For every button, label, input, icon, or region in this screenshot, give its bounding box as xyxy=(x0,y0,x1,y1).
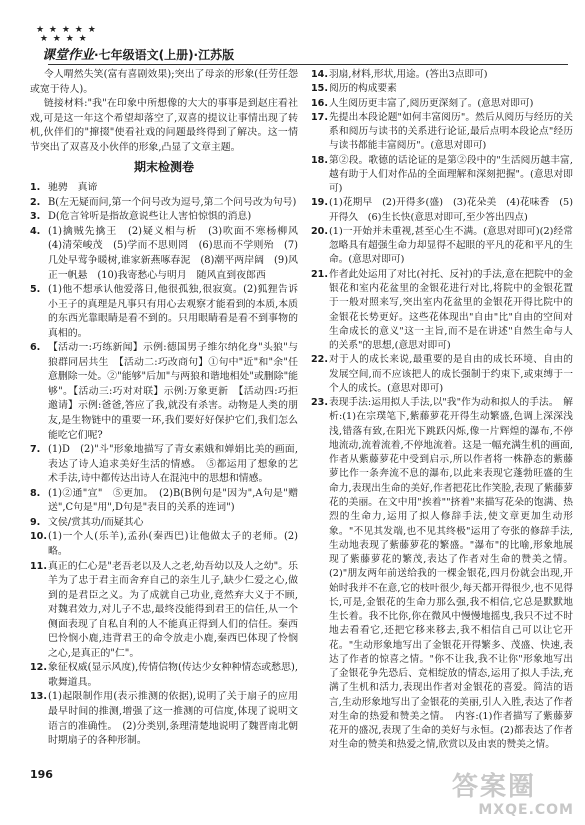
stars-decoration-icon: ★ ★ ★ ★ ★ ★ ★ ★ ★ xyxy=(36,25,97,44)
answer-number: 18. xyxy=(311,154,328,166)
answer-number: 20. xyxy=(311,225,328,237)
answer-item xyxy=(30,487,298,516)
answer-number: 7. xyxy=(30,444,41,456)
answer-item xyxy=(30,530,298,559)
answer-text: (1)D (2)"斗"形象地描写了青女素娥和婵娟比美的画面,表达了诗人追求美好生活的情感。 ⑤都运用了想象的艺术手法,诗中都传达出诗人在混沌中的思想和情感。 xyxy=(48,444,298,485)
answer-number: 21. xyxy=(311,268,328,280)
answer-number: 11. xyxy=(30,560,47,572)
answer-text: (1)擒贼先擒王 (2)疑义相与析 (3)吹面不寒杨柳风 (4)清荣峻茂 (5)学而不思则罔 (6)思而不学则殆 (7)几处早莺争暖树,谁家新燕啄春泥 (8)潮平两岸阔 (9)风正一帆悬 (10)我寄愁心与明月 随风直到夜郎西 xyxy=(48,225,308,281)
answer-number: 15. xyxy=(311,83,328,95)
answer-text: (1)花期早 (2)开得多(盛) (3)花朵美 (4)花味香 (5)开得久 (6)生长快(意思对即可,至少答出四点) xyxy=(329,197,573,223)
answer-item xyxy=(311,225,573,268)
answer-text: 文侯/赏其功/而疑其心 xyxy=(48,516,144,528)
answer-item xyxy=(311,68,573,82)
answer-text: 真正的仁心是"老吾老以及人之老,幼吾幼以及人之幼"。乐羊为了忠于君主而舍弃自己的亲生儿子,缺少仁爱之心,做到的是君臣之义。为了成就自己功业,竟然弃大义于不顾,对魏君效力,对儿子不忠,最终没能得到君王的信任,从一个侧面表现了自私自利的人不能真正得到人们的信任。秦西巴怜悯小鹿,违背君王的命令放走小鹿,秦西巴体现了怜悯之心,是真正的"仁"。 xyxy=(48,560,298,659)
answer-text: 第②段。歌德的话论证的是第②段中的"生活阅历越丰富,越有助于人们对作品的全面理解和深刻把握"。(意思对即可) xyxy=(329,154,573,195)
answer-number: 1. xyxy=(30,182,41,194)
answer-text: (1)②通"宣" ⑤更加。 (2)B(B例句是"因为",A句是"赠送",C句是"用",D句是"表目的关系的连词") xyxy=(48,487,298,514)
answer-number: 14. xyxy=(311,69,328,80)
answer-list-right xyxy=(311,68,573,753)
answer-text: 对于人的成长来说,最重要的是自由的成长环境、自由的发展空间,而不应该把人的成长强制于约束下,或束缚于一个人的成长。(意思对即可) xyxy=(329,354,573,394)
answer-item xyxy=(311,353,573,396)
answer-item xyxy=(30,181,298,196)
answer-number: 17. xyxy=(311,111,328,123)
answer-number: 5. xyxy=(30,284,41,296)
header-divider xyxy=(48,64,568,65)
answer-item xyxy=(311,154,573,197)
header-separator: · xyxy=(94,47,99,62)
answer-item xyxy=(311,82,573,96)
answer-number: 23. xyxy=(311,397,328,409)
answer-text: (1)他不想承认他爱落日,他很孤独,很寂寞。(2)狐狸告诉小王子的真理是凡事只有用心去观察才能看到的本质,本质的东西光靠眼睛是看不到的。只用眼睛看是看不到事物的真相的。 xyxy=(48,284,299,339)
answer-text: 阅历的构成要素 xyxy=(329,83,397,95)
answer-item xyxy=(311,196,573,225)
header-subtitle: 七年级语文(上册)·江苏版 xyxy=(98,47,235,62)
answer-number: 3. xyxy=(30,211,41,223)
answer-item xyxy=(311,97,573,111)
answer-item xyxy=(30,516,298,531)
answer-item xyxy=(30,661,298,690)
answer-text: (1)起限制作用(表示推测的依据),说明了关于扇子的应用最早时间的推测,增强了这一推测的可信度,体现了说明文语言的准确性。 (2)分类别,条理清楚地说明了魏晋南北朝时期扇子的各种形制。 xyxy=(48,691,298,747)
answer-number: 2. xyxy=(30,196,41,208)
watermark-text: 答案圈 xyxy=(452,772,537,802)
answer-list-left xyxy=(30,181,308,748)
answer-number: 22. xyxy=(311,354,328,366)
right-column xyxy=(311,68,573,753)
answer-text: D(危言耸听是指故意说些让人害怕惊惧的消息) xyxy=(48,211,252,223)
answer-number: 13. xyxy=(30,691,47,703)
left-column xyxy=(30,68,308,749)
header-brand: 课堂作业 xyxy=(42,47,95,63)
answer-number: 6. xyxy=(30,342,41,354)
answer-text: 象征权威(显示风度),传情信物(传达少女种种情态或愁思),歌舞道具。 xyxy=(48,662,298,688)
answer-item xyxy=(30,283,298,341)
answer-number: 10. xyxy=(30,531,47,543)
answer-text: 【活动一:巧练新闻】示例:德国男子维尔纳化身"头狼"与狼群同居共生 【活动二:巧改商句】①句中"近"和"余"任意删除一处。②"能够"后加"与两狼和谐地相处"或删除"能够"。【活动三:巧对对联】示例:万象更新 【活动四:巧拒邀请】示例:爸爸,答应了我,就没有杀害。动物是人类的朋友,是生物链中的重要一环,我们要好好保护它们,我们怎么能吃它们呢? xyxy=(48,342,298,441)
answer-text: 羽扇,材料,形状,用途。(答出3点即可) xyxy=(329,69,488,80)
answer-item xyxy=(30,560,298,662)
answer-text: 表现手法:运用拟人手法,以"我"作为动和拟人的手法。 解析:(1)在宗璞笔下,紫藤萝花开得生动繁盛,色调上深深浅浅,错落有致,在阳光下跳跃闪烁,像一片辉煌的瀑布,不停地流动,流着流着,不停地流着。这是一幅充满生机的画面,作者从紫藤萝花中受到启示,所以作者将一株静态的紫藤萝比作一条奔流不息的瀑布,以此来表现它蓬勃旺盛的生命力,表现出生命的美好,作者把花比作笑脸,表现了紫藤萝花的美丽。在文中用"挨着""挤着"来描写花朵的饱满、热烈的生命力,运用了拟人修辞手法,使文章更加生动形象。"不见其发端,也不见其终极"运用了夸张的修辞手法,生动地表现了紫藤萝花的繁盛。"瀑布"的比喻,形象地展现了紫藤萝花的繁茂,表达了作者对生命的赞美之情。(2)"朋友两年前送给我的一棵金银花,四月份就会出现,开始时我并不在意,它的枝叶很少,每天都开得很少,也不见得长,可是,金银花的生命力那么强,我不相信,它总是默默地生长着。我不比你,你在微风中慢慢地摇曳,我只不过不时地去看看它,还把它移来移去,我不相信自己可以让它开花。"生动形象地写出了金银花开得繁多、茂盛、快速,表达了作者的惊喜之情。"你不让我,我不让你"形象地写出了金银花争先恐后、竞相绽放的情态,运用了拟人手法,充满了生机和活力,表现出作者对金银花的喜爱。简洁的语言,生动形象地写出了金银花的美丽,引人入胜,表达了作者对生命的热爱和赞美之情。 内容:(1)作者描写了紫藤萝花开的盛况,表现了生命的美好与永恒。(2)都表达了作者对生命的赞美和热爱之情,欣赏以及由衷的赞美之情。 xyxy=(329,397,573,751)
answer-text: 作者此处运用了对比(衬托、反衬)的手法,意在把院中的金银花和室内花盆里的金银花进行对比,将院中的金银花置于一般对照来写,突出室内花盆里的金银花开得比院中的金银花长势更好。这些花体现出"自由"比"自由的空间对生命成长的意义"这一主旨,而不是在讲述"自然生命与人的关系"的思想,(意思对即可) xyxy=(329,268,573,352)
answer-number: 16. xyxy=(311,97,328,109)
answer-item xyxy=(311,268,573,354)
answer-text: 驰骋 真谛 xyxy=(48,182,98,194)
page-number: 196 xyxy=(30,768,53,781)
answer-number: 8. xyxy=(30,487,41,499)
answer-item xyxy=(30,210,298,225)
answer-item xyxy=(30,341,298,443)
intro-paragraph: 链接材料:"我"在印象中所想像的大大的事事是到赵庄看社戏,可是这一年这个希望却落空了,双喜的提议让事情出现了转机,伙伴们的"撺掇"使看社戏的问题最终得到了解决。这一情节突出了双喜及小伙伴的形象,凸显了文章主题。 xyxy=(30,98,298,153)
watermark-url: MXQE.COM xyxy=(478,802,574,818)
answer-text: (1)一开始并未重视,甚至心生不满。(意思对即可)(2)经常忽略具有超强生命力却显得不起眼的平凡的花和平凡的生命。(意思对即可) xyxy=(329,225,573,266)
answer-text: 人生阅历更丰富了,阅历更深刻了。(意思对即可) xyxy=(329,97,534,109)
answer-item xyxy=(311,396,573,753)
answer-number: 12. xyxy=(30,662,47,674)
answer-item xyxy=(30,225,308,283)
answer-text: B(左无疑而问,第一个问号改为逗号,第二个问号改为句号) xyxy=(48,196,297,208)
answer-number: 19. xyxy=(311,197,328,209)
watermark-logo xyxy=(452,772,578,822)
page-header xyxy=(28,25,568,66)
answer-item xyxy=(311,111,573,154)
answer-item xyxy=(30,443,298,487)
intro-paragraph: 令人喟然失笑(富有喜剧效果);突出了母亲的形象(任劳任怨或宽于待人)。 xyxy=(30,69,298,95)
answer-number: 9. xyxy=(30,516,41,528)
answer-item xyxy=(30,196,298,211)
answer-text: (1)一个人(乐羊),孟孙(秦西巴)让他做太子的老师。(2)略。 xyxy=(48,531,298,557)
answer-item xyxy=(30,690,298,748)
answer-number: 4. xyxy=(30,225,41,237)
answer-text: 先提出本段论题"如何丰富阅历"。然后从阅历与经历的关系和阅历与读书的关系进行论证,最后点明本段论点"经历与读书都能丰富阅历"。(意思对即可) xyxy=(329,111,573,152)
section-title: 期末检测卷 xyxy=(133,160,194,175)
